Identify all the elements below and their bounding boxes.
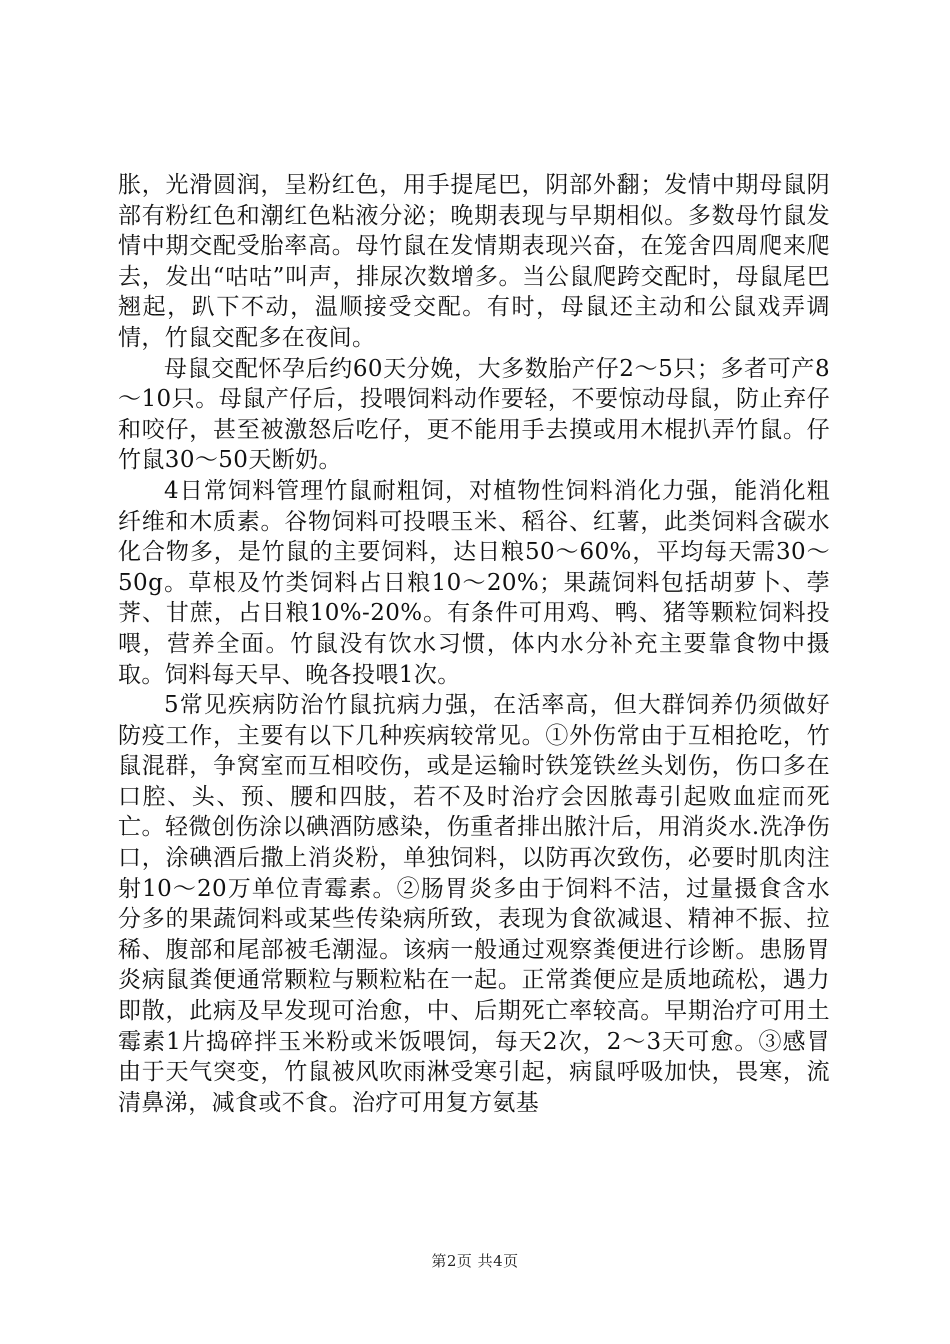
paragraph-pregnancy-birth: 母鼠交配怀孕后约60天分娩，大多数胎产仔2～5只；多者可产8～10只。母鼠产仔后，投喂饲料动作要轻，不要惊动母鼠，防止弃仔和咬仔，甚至被激怒后吃仔，更不能用手去摸或用木棍扒弄竹鼠。仔竹鼠30～50天断奶。 <box>118 355 830 474</box>
paragraph-estrus-continuation: 胀，光滑圆润，呈粉红色，用手提尾巴，阴部外翻；发情中期母鼠阴部有粉红色和潮红色粘液分泌；晚期表现与早期相似。多数母竹鼠发情中期交配受胎率高。母竹鼠在发情期表现兴奋，在笼舍四周爬来爬去，发出“咕咕”叫声，排尿次数增多。当公鼠爬跨交配时，母鼠尾巴翘起，趴下不动，温顺接受交配。有时，母鼠还主动和公鼠戏弄调情，竹鼠交配多在夜间。 <box>118 172 830 351</box>
document-body <box>118 170 830 1118</box>
paragraph-disease-prevention: 5常见疾病防治竹鼠抗病力强，在活率高，但大群饲养仍须做好防疫工作，主要有以下几种疾病较常见。①外伤常由于互相抢吃，竹鼠混群，争窝室而互相咬伤，或是运输时铁笼铁丝头划伤，伤口多在口腔、头、预、腰和四肢，若不及时治疗会因脓毒引起败血症而死亡。轻微创伤涂以碘酒防感染，伤重者排出脓汁后，用消炎水.洗净伤口，涂碘酒后撒上消炎粉，单独饲料，以防再次致伤，必要时肌肉注射10～20万单位青霉素。②肠胃炎多由于饲料不洁，过量摄食含水分多的果蔬饲料或某些传染病所致，表现为食欲减退、精神不振、拉稀、腹部和尾部被毛潮湿。该病一般通过观察粪便进行诊断。患肠胃炎病鼠粪便通常颗粒与颗粒粘在一起。正常粪便应是质地疏松，遇力即散，此病及早发现可治愈，中、后期死亡率较高。早期治疗可用土霉素1片捣碎拌玉米粉或米饭喂饲，每天2次，2～3天可愈。③感冒由于天气突变，竹鼠被风吹雨淋受寒引起，病鼠呼吸加快，畏寒，流清鼻涕，减食或不食。治疗可用复方氨基 <box>118 692 830 1116</box>
page-footer: 第2页 共4页 <box>431 1252 519 1270</box>
paragraph-daily-feeding: 4日常饲料管理竹鼠耐粗饲，对植物性饲料消化力强，能消化粗纤维和木质素。谷物饲料可投喂玉米、稻谷、红薯，此类饲料含碳水化合物多，是竹鼠的主要饲料，达日粮50～60%，平均每天需30～50g。草根及竹类饲料占日粮10～20%；果蔬饲料包括胡萝卜、荸荠、甘蔗，占日粮10%-20%。有条件可用鸡、鸭、猪等颗粒饲料投喂，营养全面。竹鼠没有饮水习惯，体内水分补充主要靠食物中摄取。饲料每天早、晚各投喂1次。 <box>118 477 830 688</box>
